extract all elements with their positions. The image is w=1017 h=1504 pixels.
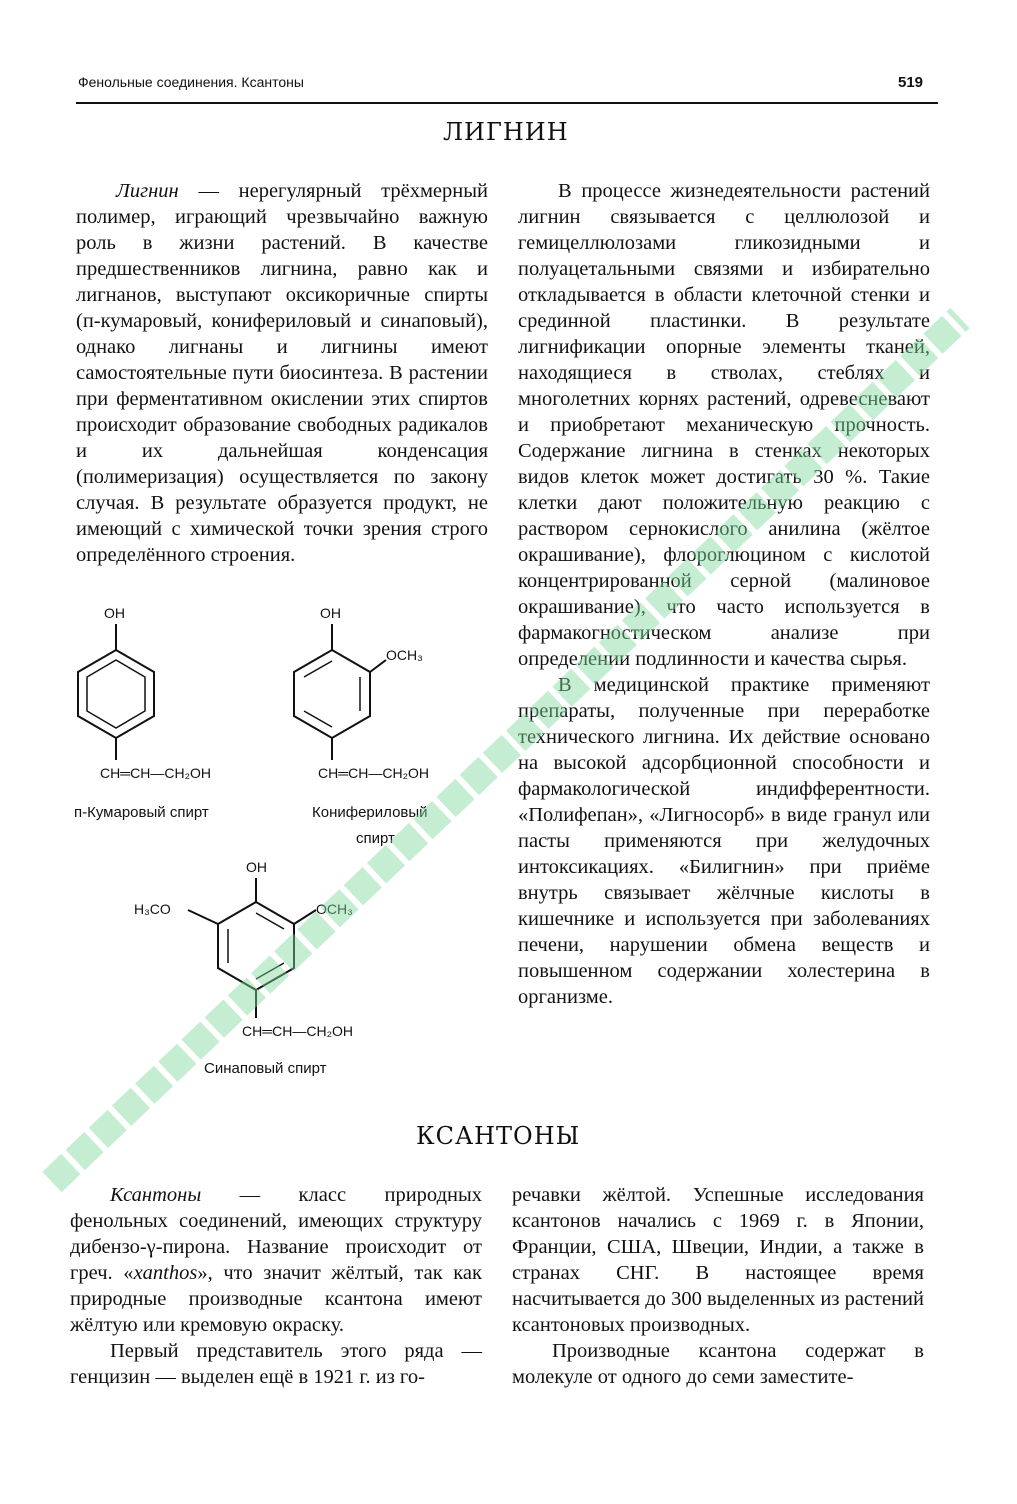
page-number: 519 bbox=[898, 74, 924, 91]
coniferyl-label-line2: спирт bbox=[356, 830, 395, 847]
lignin-definition-text: — нерегулярный трёхмерный полимер, играющий чрезвычайно важную роль в жизни растений. В качестве предшественников лигнина, равно как и лигнанов, выступают оксикоричные спирты (п-кумаровый, конифериловый и синаповый), однако лигнаны и лигнины имеют самостоятельные пути биосинтеза. В растении при ферментативном окислении этих спиртов происходит образование свободных радикалов и их дальнейшая конденсация (полимеризация) осуществляется по закону случая. В результате образуется продукт, не имеющий с химической точки зрения строго определённого строения. bbox=[76, 180, 488, 566]
header-rule bbox=[76, 102, 938, 104]
coumaryl-alcohol-structure bbox=[60, 600, 280, 800]
xanthones-paragraph-3: речавки жёлтой. Успешные исследования ксантонов начались с 1969 г. в Японии, Франции, США, Швеции, Индии, а также в странах СНГ. В настоящее время насчитывается до 300 выделенных из растений ксантоновых производных. bbox=[512, 1184, 924, 1336]
xanthones-paragraph-2: Первый представитель этого ряда — генцизин — выделен ещё в 1921 г. из го- bbox=[70, 1340, 482, 1388]
sinapyl-h3co: H₃CO bbox=[134, 901, 171, 917]
sinapyl-och3: OCH₃ bbox=[316, 901, 353, 917]
coniferyl-label-line1: Конифериловый bbox=[312, 804, 428, 821]
sinapyl-alcohol-structure bbox=[130, 852, 440, 1062]
xanthos-word: xanthos bbox=[133, 1262, 198, 1284]
xanthones-column-left bbox=[70, 1182, 482, 1390]
xanthones-term: Ксантоны bbox=[110, 1184, 202, 1206]
xanthones-section-title: КСАНТОНЫ bbox=[416, 1122, 581, 1150]
coniferyl-chain: CH═CH—CH₂OH bbox=[318, 765, 430, 781]
sinapyl-label: Синаповый спирт bbox=[204, 1060, 327, 1077]
lignin-column-right bbox=[518, 178, 930, 1010]
lignin-term: Лигнин bbox=[116, 180, 179, 202]
sinapyl-oh: OH bbox=[246, 859, 267, 875]
lignin-paragraph-1 bbox=[76, 178, 488, 568]
running-header-title: Фенольные соединения. Ксантоны bbox=[78, 74, 304, 90]
lignin-paragraph-2: В процессе жизнедеятельности растений лигнин связывается с целлюлозой и гемицеллюлозами гликозидными и полуацетальными связями и избирательно откладывается в области клеточной стенки и срединной пластинки. В результате лигнификации опорные элементы тканей, находящиеся в стволах, стеблях и многолетних корнях растений, одревесневают и приобретают механическую прочность. Содержание лигнина в стенках некоторых видов клеток может достигать 30 %. Такие клетки дают положительную реакцию с раствором сернокислого анилина (жёлтое окрашивание), флороглюцином с кислотой концентрированной серной (малиновое окрашивание), что часто используется в фармакогностическом анализе при определении подлинности и качества сырья. bbox=[518, 180, 930, 670]
xanthones-paragraph-1: Ксантоны — класс природных фенольных соединений, имеющих структуру дибензо-γ-пирона. Название происходит от греч. «xanthos», что значит жёлтый, так как природные производные ксантона имеют жёлтую или кремовую окраску. bbox=[70, 1184, 482, 1336]
lignin-paragraph-3: В медицинской практике применяют препараты, полученные при переработке технического лигнина. Их действие основано на высокой адсорбционной способности и фармакологической индифферентности. «Полифепан», «Лигносорб» в виде гранул или пасты применяются при желудочных интоксикациях. «Билигнин» при приёме внутрь связывает жёлчные кислоты в кишечнике и используется при заболеваниях печени, нарушении обмена веществ и повышенном содержании холестерина в организме. bbox=[518, 674, 930, 1008]
coumaryl-oh: OH bbox=[104, 605, 125, 621]
lignin-column-left bbox=[76, 178, 488, 568]
lignin-section-title: ЛИГНИН bbox=[443, 118, 569, 146]
coumaryl-label: п-Кумаровый спирт bbox=[74, 804, 209, 821]
coniferyl-alcohol-structure bbox=[280, 600, 500, 800]
sinapyl-chain: CH═CH—CH₂OH bbox=[242, 1023, 354, 1039]
coniferyl-och3: OCH₃ bbox=[386, 647, 423, 663]
coniferyl-oh: OH bbox=[320, 605, 341, 621]
coumaryl-chain: CH═CH—CH₂OH bbox=[100, 765, 212, 781]
xanthones-paragraph-4: Производные ксантона содержат в молекуле от одного до семи заместите- bbox=[512, 1340, 924, 1388]
xanthones-column-right bbox=[512, 1182, 924, 1390]
